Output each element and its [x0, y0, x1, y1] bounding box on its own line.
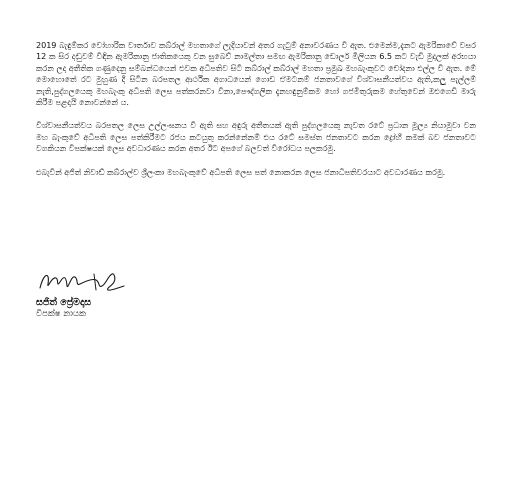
signer-title: විපක්ෂ නායක — [36, 309, 86, 319]
paragraph-2: විශ්වාසනීයත්වය බරපතල ලෙස උල්ලංඝනය වී ඇති සහ අඳුරු අතීතයක් ඇති පුද්ගලයෙකු නැවත රටේ ප්‍රධාන මූල්‍ය නියාමුවා වන මහ බැංකුවේ අධිපති ලෙස පත්කිරීමට රජය කටයුතු කරන්නේනම් එය රටේ සමස්ත ජනතාවට කරන ද්‍රෝහී කමක් බව ජනතාවට වගකියන විපක්ෂයක් ලෙස අවධාරණය කරන අතර ඊට අපගේ බලවත් විරෝධය පලකරමු. — [36, 120, 476, 154]
handwritten-signature — [36, 268, 126, 294]
paragraph-3: එබැවින් අජිත් නිවාඩ් කබ්රාල්ව ශ්‍රීලංකා මහබැංකුවේ අධිපති ලෙස පත් නොකරන ලෙස ජනාධිපතිවරයාට අවධාරණය කරමු. — [36, 166, 446, 177]
paragraph-1: 2019 බැඳුම්කර වෝහාරික වාර්තාව කබ්රාල් මහතාගේ ලැදියාවන් අතර ගැටුම් අනාවරණය වී ඇත. එමෙන්ම,දැනට ඇමරිකාවේ වසර 12 ක සිර දඬුවම් විඳින ඇමරිකානු ජාතිකයෙකු වන සුබෙව් නාමල්තා සමඟ ඇමරිකානු ඩොලර් මිලියන 6.5 කට වැඩි මුදලක් අරභයා කරන ලද අතීතික ගණුදෙනු සම්බන්ධයෙන් එවක අධිපතිව සිටි කබ්රාල් කබ්රාල් මහතා ප්‍රමුඛ මහබැංකුවට චෝදනා එල්ල වී ඇත. මේ මොහොතේ රට මුහුණ දී සිටින බරපතල ආර්ථික අගාධයෙන් ගොඩ ඒමටනම් ජනතාවගේ විශ්වාසනීයත්වය ඇති,කලු පැල්ලම් නැති,පුද්ගලයෙකු මහබැංකු අධිපති ලෙස පත්කරනවා විනා,පෞද්ගලික දැනහඳුනුම්කම හෝ ගජමිතුරුකම හේතුවෙන් ඔළුගෙඩි මාරු කිරීම පළදායි නොවන්නේ ය. — [36, 40, 476, 108]
letter-body — [36, 40, 476, 192]
signature-block — [36, 268, 236, 320]
signer-name: සජිත් ප්‍රේමදාස — [36, 297, 92, 308]
